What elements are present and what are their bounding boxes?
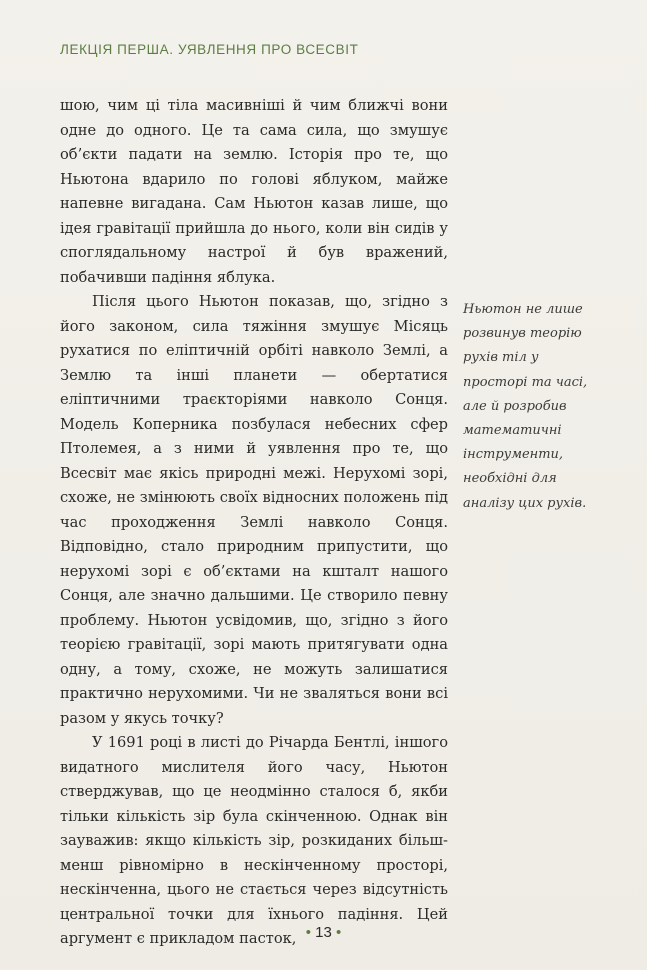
running-head: ЛЕКЦІЯ ПЕРША. УЯВЛЕННЯ ПРО ВСЕСВІТ: [60, 42, 359, 57]
main-text-column: [60, 94, 448, 952]
ornament-dot-left: •: [305, 924, 311, 941]
ornament-dot-right: •: [336, 924, 342, 941]
page-footer: [0, 924, 647, 941]
margin-note: Ньютон не лише розвинув теорію рухів тіл у просторі та часі, але й розробив математичні інструменти, необхідні для аналізу цих рухів.: [463, 302, 588, 511]
page-number: 13: [315, 924, 332, 941]
paragraph-continuation: шою, чим ці тіла масивніші й чим ближчі вони одне до одного. Це та сама сила, що змушує об’єкти падати на землю. Історія про те, що Ньютона вдарило по голові яблуком, майже напевне вигадана. Сам Ньютон казав лише, що ідея гравітації прийшла до нього, коли він сидів у споглядальному настрої й був вражений, побачивши падіння яблука.: [60, 97, 448, 286]
paragraph-orbits: Після цього Ньютон показав, що, згідно з його законом, сила тяжіння змушує Місяць рухатися по еліптичній орбіті навколо Землі, а Землю та інші планети — обертатися еліптичними траєкторіями навколо Сонця. Модель Коперника позбулася небесних сфер Птолемея, а з ними й уявлення про те, що Всесвіт має якісь природні межі. Нерухомі зорі, схоже, не змінюють своїх відносних положень під час проходження Землі навколо Сонця. Відповідно, стало природним припустити, що нерухомі зорі є об’єктами на кшталт нашого Сонця, але значно дальшими. Це створило певну проблему. Ньютон усвідомив, що, згідно з його теорією гравітації, зорі мають притягувати одна одну, а тому, схоже, не можуть залишатися практично нерухомими. Чи не зваляться вони всі разом у якусь точку?: [60, 293, 448, 727]
paragraph-bentley-letter: У 1691 році в листі до Річарда Бентлі, іншого видатного мислителя його часу, Ньютон стверджував, що це неодмінно сталося б, якби тільки кількість зір була скінченною. Однак він зауважив: якщо кількість зір, розкиданих більш-менш рівномірно в нескінченному просторі, нескінченна, цього не стається через відсутність центральної точки для їхнього падіння. Цей аргумент є прикладом пасток,: [60, 734, 448, 947]
